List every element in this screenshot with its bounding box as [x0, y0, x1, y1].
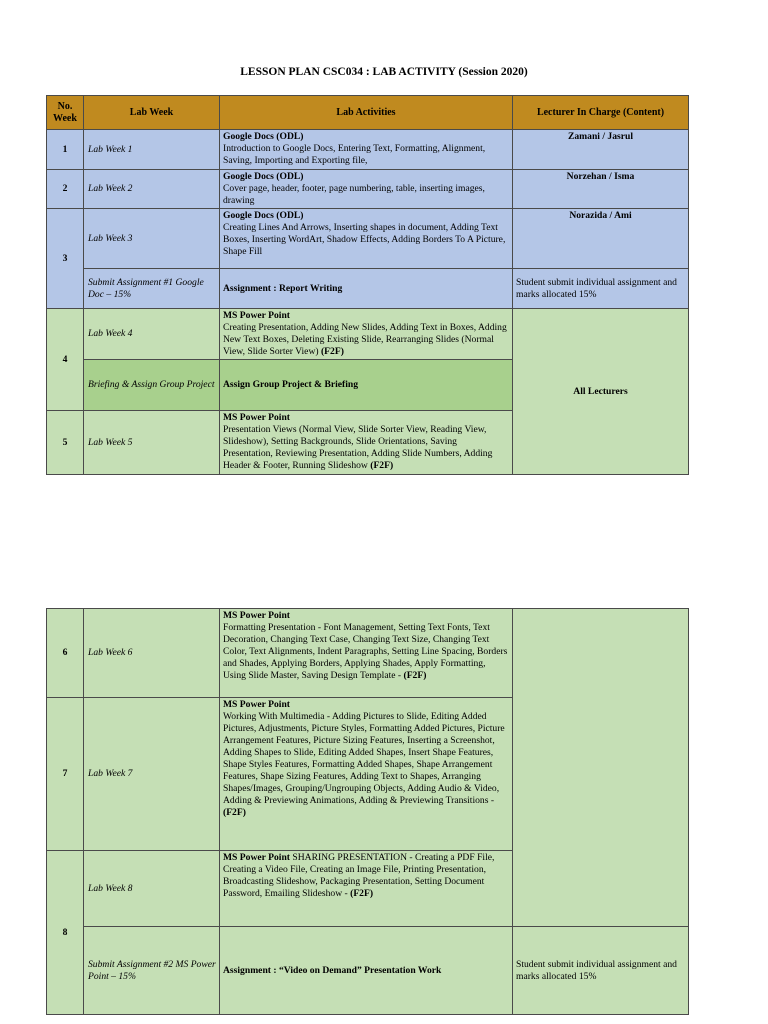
lecturer-cell: Norzehan / Isma: [513, 170, 689, 209]
lab-activity-cell: [220, 209, 513, 269]
lab-week-label: Lab Week 4: [84, 309, 220, 360]
week-number: 4: [47, 309, 84, 411]
f2f-tag: (F2F): [320, 346, 344, 357]
lesson-plan-table-part-2: [46, 608, 689, 1015]
week-number: 3: [47, 209, 84, 309]
activity-heading: MS Power Point: [223, 610, 290, 621]
f2f-tag: (F2F): [370, 460, 394, 471]
table-row: [47, 170, 689, 209]
activity-text: Formatting Presentation - Font Management, Setting Text Fonts, Text Decoration, Changing Text Case, Changing Text Size, Changing Text Color, Text Alignments, Indent Paragraphs, Setting Line Spacing, Borders and Shades, Applying Borders, Applying Shades, Apply Formatting, Using Slide Master, Saving Design Template -: [223, 622, 508, 681]
table-row: [47, 609, 689, 698]
activity-text: SHARING PRESENTATION - Creating a PDF File, Creating a Video File, Creating an Image File, Printing Presentation, Broadcasting Slideshow, Packaging Presentation, Setting Document Password, Emailing Slideshow -: [223, 852, 495, 899]
activity-heading: MS Power Point: [223, 699, 290, 710]
lecturer-cell-blank: [513, 609, 689, 927]
activity-text: Working With Multimedia - Adding Pictures to Slide, Editing Added Pictures, Adjustments, Picture Styles, Formatting Added Pictures, Picture Arrangement Features, Picture Sizing Features, Inserting a Screenshot, Adding Shapes to Slide, Editing Added Shapes, Insert Shape Features, Shape Styles Features, Formatting Added Shapes, Shape Arrangement Features, Shape Sizing Features, Adding Text to Shapes, Arranging Shapes/Images, Grouping/Ungrouping Objects, Adding Audio & Video, Adding & Previewing Animations, Adding & Previewing Transitions -: [223, 711, 505, 806]
lab-week-label: Lab Week 1: [84, 130, 220, 170]
lab-activity-cell: [220, 609, 513, 698]
activity-text: Introduction to Google Docs, Entering Text, Formatting, Alignment, Saving, Importing and Exporting file,: [223, 143, 486, 166]
lab-activity-cell: [220, 130, 513, 170]
lab-activity-cell: [220, 851, 513, 927]
group-project-activity: Assign Group Project & Briefing: [220, 360, 513, 411]
assignment-activity: Assignment : “Video on Demand” Presentation Work: [220, 927, 513, 1015]
activity-text: Cover page, header, footer, page numbering, table, inserting images, drawing: [223, 183, 485, 206]
lab-week-label: Submit Assignment #1 Google Doc – 15%: [84, 269, 220, 309]
f2f-tag: (F2F): [223, 807, 246, 818]
lab-week-label: Lab Week 7: [84, 698, 220, 851]
table-row: [47, 309, 689, 360]
assignment-activity: Assignment : Report Writing: [220, 269, 513, 309]
lab-activity-cell: [220, 411, 513, 475]
lecturer-note: Student submit individual assignment and marks allocated 15%: [513, 269, 689, 309]
week-number: 5: [47, 411, 84, 475]
week-number: 6: [47, 609, 84, 698]
table-row: [47, 927, 689, 1015]
activity-heading: MS Power Point: [223, 310, 290, 321]
lab-activity-cell: [220, 309, 513, 360]
lab-week-label: Briefing & Assign Group Project: [84, 360, 220, 411]
activity-heading: Google Docs (ODL): [223, 210, 304, 221]
lab-activity-cell: [220, 170, 513, 209]
week-number: 2: [47, 170, 84, 209]
header-lab-week: Lab Week: [84, 96, 220, 130]
f2f-tag: (F2F): [403, 670, 427, 681]
lecturer-cell: Norazida / Ami: [513, 209, 689, 269]
lab-week-label: Lab Week 2: [84, 170, 220, 209]
activity-text: Creating Presentation, Adding New Slides, Adding Text in Boxes, Adding New Text Boxes, Deleting Existing Slide, Rearranging Slides (Normal View, Slide Sorter View): [223, 322, 507, 357]
lecturer-cell: Zamani / Jasrul: [513, 130, 689, 170]
activity-text: Presentation Views (Normal View, Slide Sorter View, Reading View, Slideshow), Setting Backgrounds, Slide Orientations, Saving Presentation, Reviewing Presentation, Adding Slide Numbers, Adding Header & Footer, Running Slideshow: [223, 424, 493, 471]
lecturer-cell: All Lecturers: [513, 309, 689, 475]
header-lecturer: Lecturer In Charge (Content): [513, 96, 689, 130]
lab-activity-cell: [220, 698, 513, 851]
activity-text: Creating Lines And Arrows, Inserting shapes in document, Adding Text Boxes, Inserting WordArt, Shadow Effects, Adding Borders To A Picture, Shape Fill: [223, 222, 506, 257]
header-lab-activities: Lab Activities: [220, 96, 513, 130]
lesson-plan-table-part-1: [46, 95, 689, 475]
header-week: No. Week: [47, 96, 84, 130]
activity-heading: Google Docs (ODL): [223, 171, 304, 182]
week-number: 7: [47, 698, 84, 851]
table-row: [47, 209, 689, 269]
table-row: [47, 130, 689, 170]
activity-heading: MS Power Point: [223, 412, 290, 423]
activity-heading: MS Power Point: [223, 852, 290, 863]
lab-week-label: Lab Week 6: [84, 609, 220, 698]
f2f-tag: (F2F): [350, 888, 374, 899]
week-number: 1: [47, 130, 84, 170]
lab-week-label: Lab Week 8: [84, 851, 220, 927]
lab-week-label: Lab Week 3: [84, 209, 220, 269]
week-number: 8: [47, 851, 84, 1015]
lab-week-label: Submit Assignment #2 MS Power Point – 15%: [84, 927, 220, 1015]
activity-heading: Google Docs (ODL): [223, 131, 304, 142]
lecturer-note: Student submit individual assignment and marks allocated 15%: [513, 927, 689, 1015]
table-row: [47, 269, 689, 309]
lab-week-label: Lab Week 5: [84, 411, 220, 475]
page-title: LESSON PLAN CSC034 : LAB ACTIVITY (Session 2020): [240, 66, 528, 78]
